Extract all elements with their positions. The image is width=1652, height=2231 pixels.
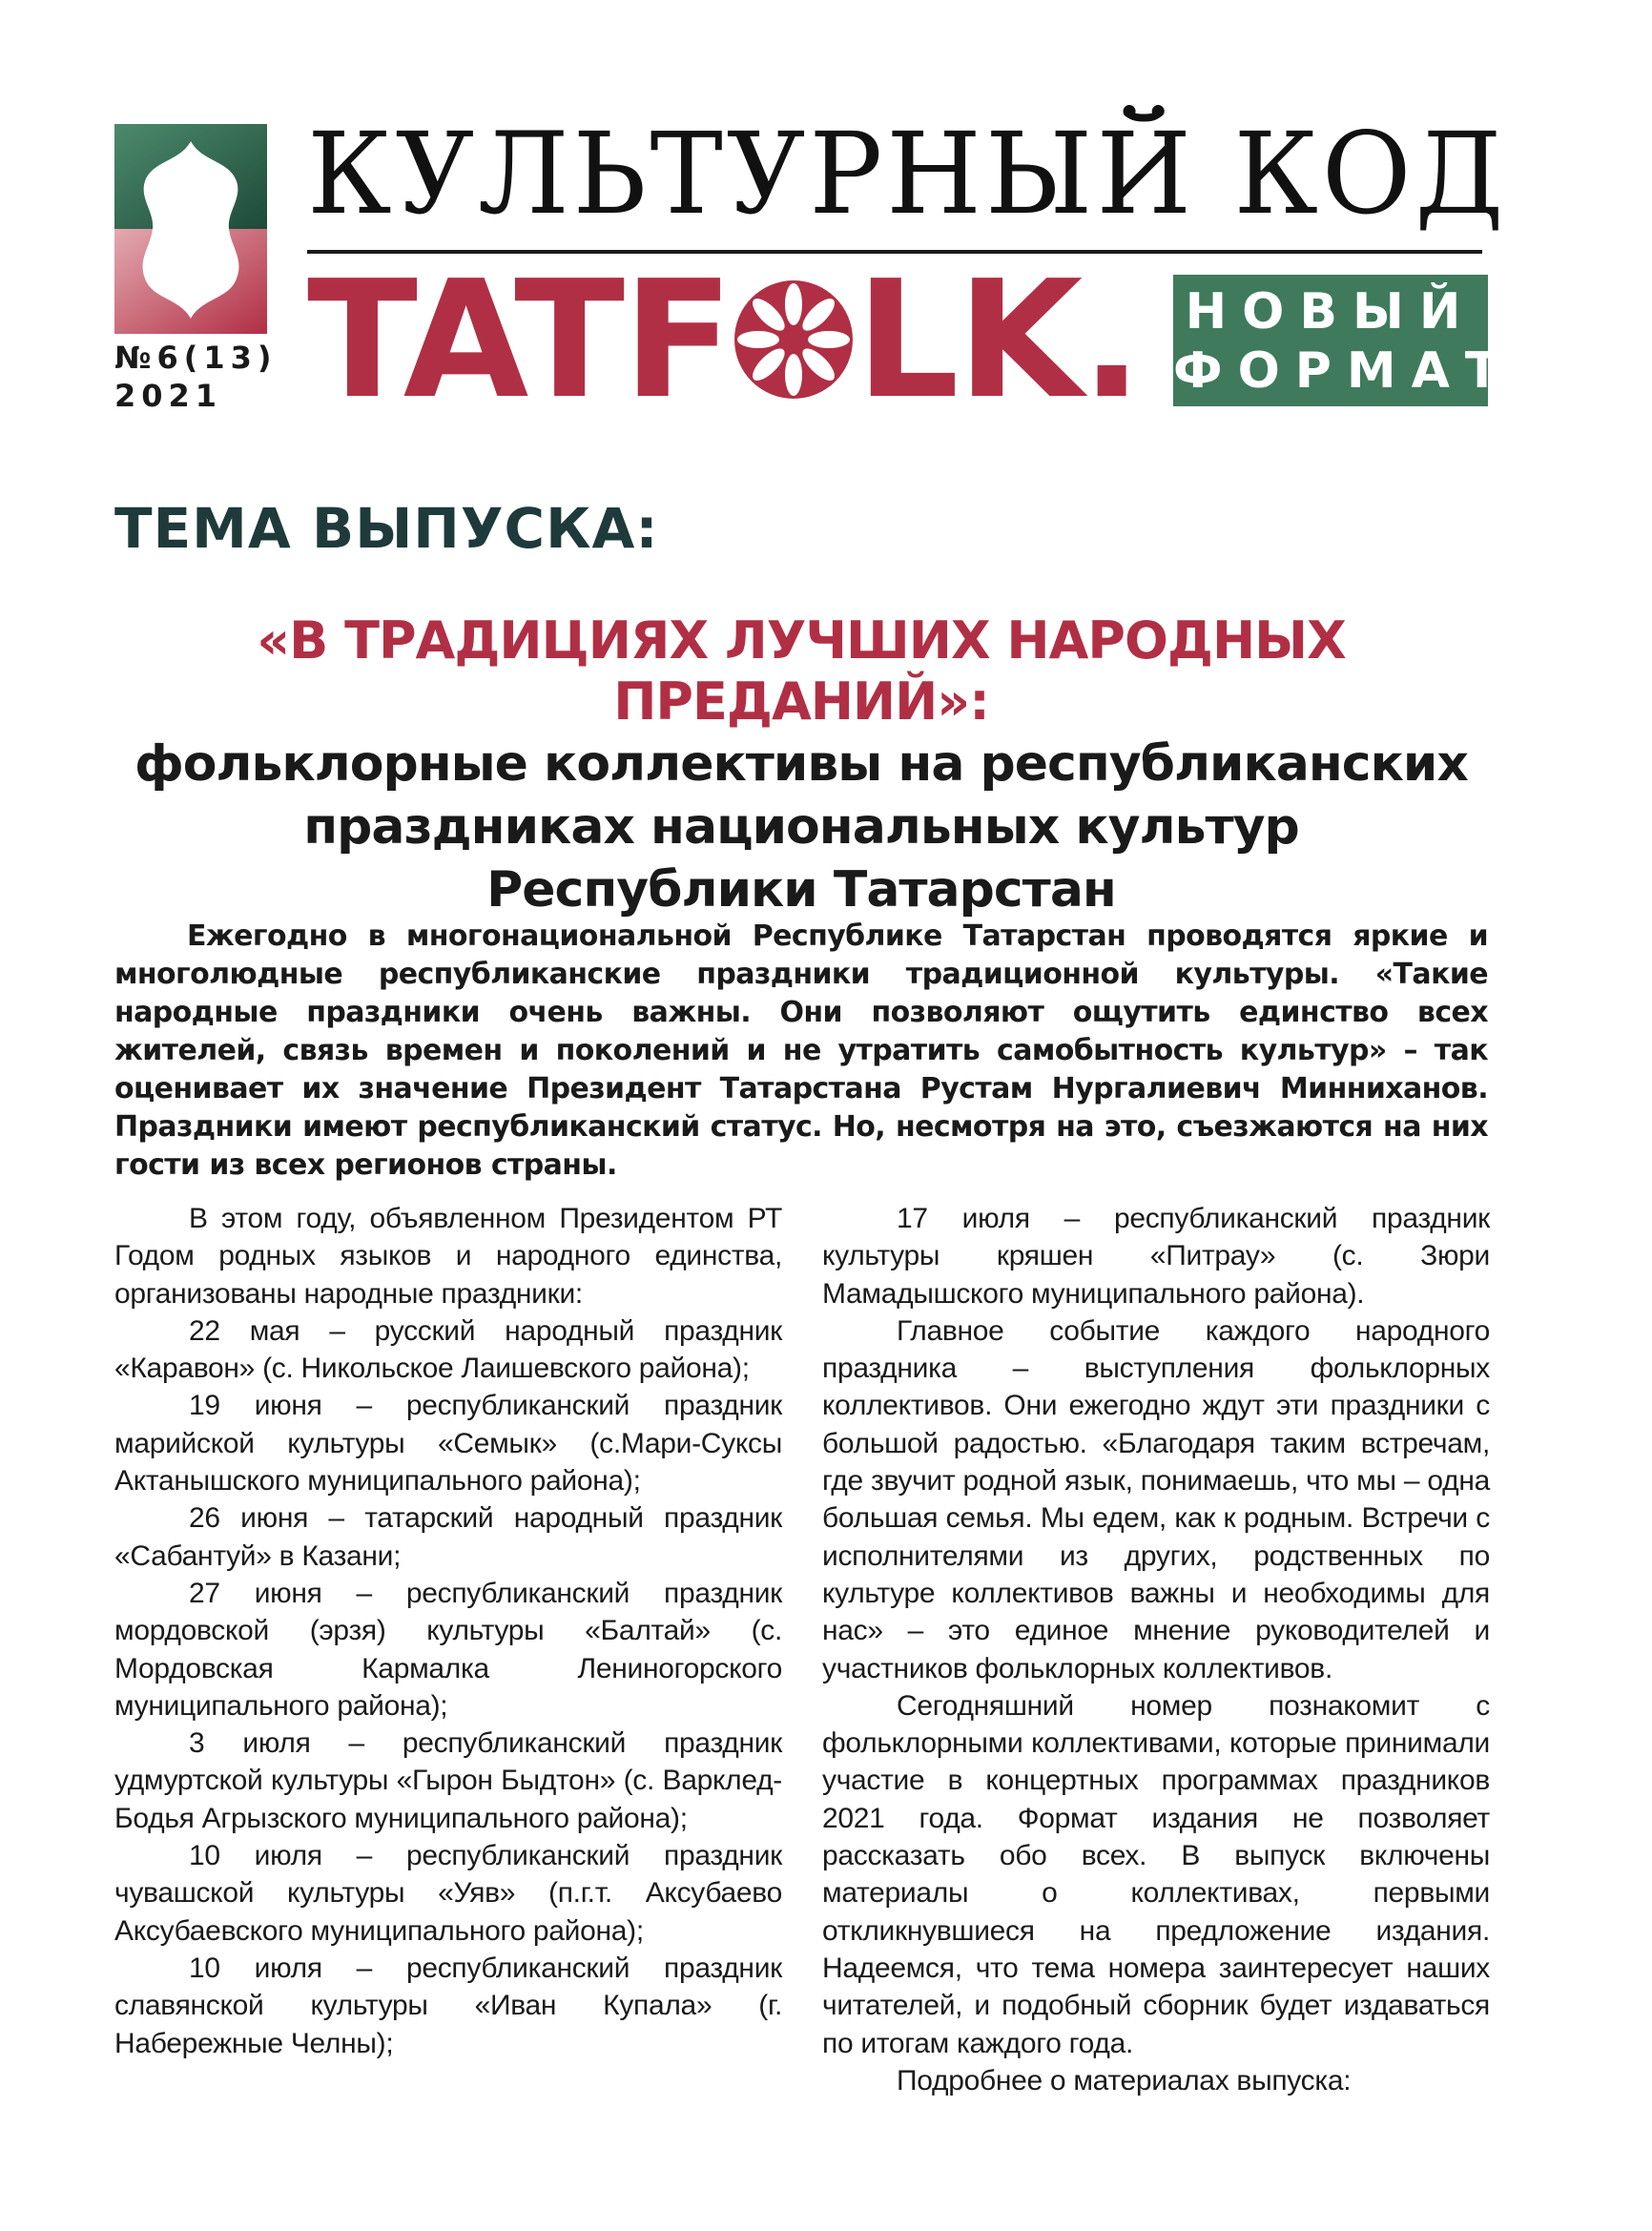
new-format-badge <box>1173 275 1515 406</box>
tatfolk-logo-icon <box>114 124 267 334</box>
lead-text: Ежегодно в многонациональной Республике Татарстан проводятся яркие и многолюдные республиканские праздники традиционной культуры. «Такие народные праздники очень важны. Они позволяют ощутить единство всех жителей, связь времен и поколений и не утратить самобытность культур» – так оценивает их значение Президент Татарстана Рустам Нургалиевич Минниханов. Праздники имеют республиканский статус. Но, несмотря на это, съезжаются на них гости из всех регионов страны. <box>114 919 1488 1182</box>
body-paragraph: Подробнее о материалах выпуска: <box>897 2064 1352 2097</box>
body-paragraph: В этом году, объявленном Президентом РТ Годом родных языков и народного единства, организованы народные праздники: <box>114 1203 782 1310</box>
flower-ornament-icon <box>732 278 856 402</box>
right-column <box>822 1200 1490 2099</box>
body-paragraph: 3 июля – республиканский праздник удмуртской культуры «Гырон Быдтон» (с. Варклед-Бодья Агрызского муниципального района); <box>114 1727 782 1834</box>
body-paragraph: 22 мая – русский народный праздник «Каравон» (с. Никольское Лаишевского района); <box>114 1314 782 1385</box>
body-paragraph: 26 июня – татарский народный праздник «Сабантуй» в Казани; <box>114 1502 782 1572</box>
body-paragraph: 10 июля – республиканский праздник славянской культуры «Иван Купала» (г. Набережные Челны); <box>114 1952 782 2059</box>
badge-line-2: ФОРМАТ <box>1173 342 1515 400</box>
issue-year: 2021 <box>114 378 223 414</box>
brand-wordmark <box>307 246 1141 435</box>
article-title-line-3: праздниках национальных культур <box>303 798 1299 856</box>
lead-paragraph <box>114 918 1488 1185</box>
article-title-line-2: фольклорные коллективы на республиканских <box>134 735 1468 793</box>
body-paragraph: 27 июня – республиканский праздник мордовской (эрзя) культуры «Балтай» (с. Мордовская Кармалка Лениногорского муниципального района); <box>114 1577 782 1722</box>
masthead-title: КУЛЬТУРНЫЙ КОД <box>307 108 1508 239</box>
issue-info <box>114 339 278 415</box>
issue-number: №6(13) <box>114 340 278 376</box>
left-column <box>114 1200 782 2062</box>
body-paragraph: 17 июля – республиканский праздник культуры кряшен «Питрау» (с. Зюри Мамадышского муниципального района). <box>822 1203 1490 1310</box>
body-paragraph: 10 июля – республиканский праздник чувашской культуры «Уяв» (п.г.т. Аксубаево Аксубаевского муниципального района); <box>114 1840 782 1947</box>
article-title <box>114 610 1488 921</box>
badge-line-1: НОВЫЙ <box>1185 283 1476 341</box>
article-title-line-1: «В ТРАДИЦИЯХ ЛУЧШИХ НАРОДНЫХ ПРЕДАНИЙ»: <box>257 610 1346 732</box>
brand-right-text: LK. <box>856 246 1141 435</box>
article-title-line-4: Республики Татарстан <box>486 861 1116 919</box>
body-paragraph: 19 июня – республиканский праздник марийской культуры «Семык» (с.Мари-Суксы Актанышского муниципального района); <box>114 1390 782 1498</box>
body-paragraph: Сегодняшний номер познакомит с фольклорными коллективами, которые принимали участие в концертных программах праздников 2021 года. Формат издания не позволяет рассказать обо всех. В выпуск включены материалы о коллективах, первыми откликнувшиеся на предложение издания. Надеемся, что тема номера заинтересует наших читателей, и подобный сборник будет издаваться по итогам каждого года. <box>822 1689 1490 2059</box>
body-paragraph: Главное событие каждого народного праздника – выступления фольклорных коллективов. Они ежегодно ждут эти праздники с большой радостью. «Благодаря таким встречам, где звучит родной язык, понимаешь, что мы – одна большая семья. Мы едем, как к родным. Встречи с исполнителями из других, родственных по культуре коллективов важны и необходимы для нас» – это единое мнение руководителей и участников фольклорных коллективов. <box>822 1314 1490 1684</box>
theme-label: ТЕМА ВЫПУСКА: <box>114 496 659 561</box>
brand-left-text: TATF <box>307 246 733 435</box>
